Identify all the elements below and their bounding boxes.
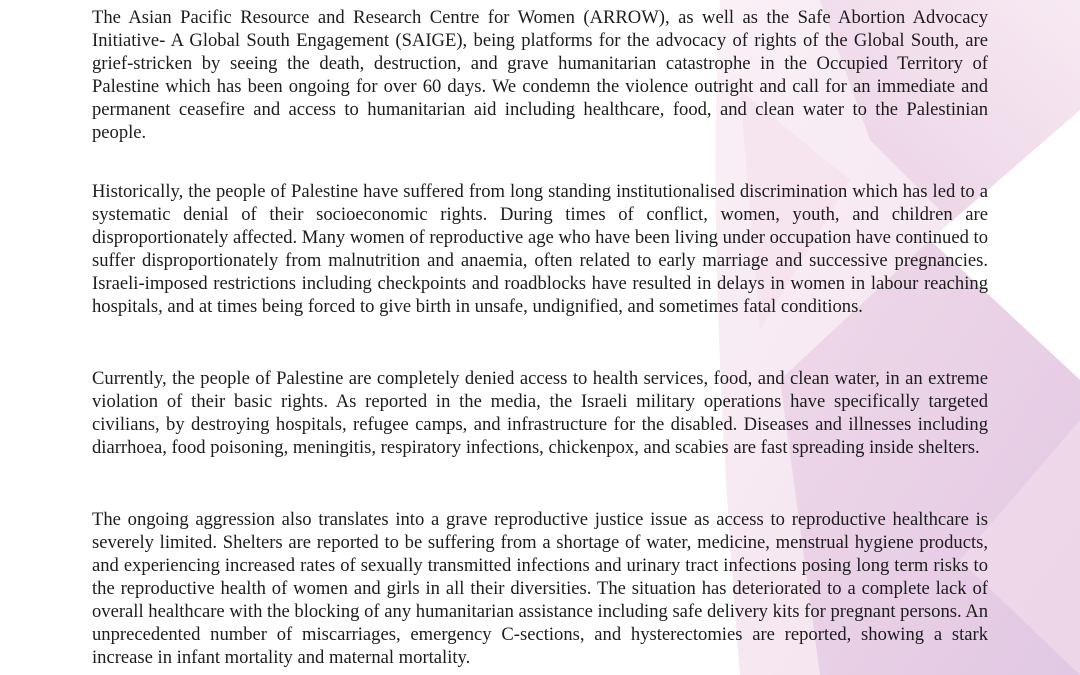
- paragraph-current-situation: Currently, the people of Palestine are completely denied access to health services, food, and clean water, in an extreme violation of their basic rights. As reported in the media, the Israeli military operations have specifically targeted civilians, by destroying hospitals, refugee camps, and infrastructure for the disabled. Diseases and illnesses including diarrhoea, food poisoning, meningitis, respiratory infections, chickenpox, and scabies are fast spreading inside shelters.: [92, 368, 988, 458]
- paragraph-intro-statement: The Asian Pacific Resource and Research Centre for Women (ARROW), as well as the Safe Abortion Advocacy Initiative- A Global South Engagement (SAIGE), being platforms for the advocacy of rights of the Global South, are grief-stricken by seeing the death, destruction, and grave humanitarian catastrophe in the Occupied Territory of Palestine which has been ongoing for over 60 days. We condemn the violence outright and call for an immediate and permanent ceasefire and access to humanitarian aid including healthcare, food, and clean water to the Palestinian people.: [92, 7, 988, 143]
- paragraph-historical-context: Historically, the people of Palestine have suffered from long standing institutionalised discrimination which has led to a systematic denial of their socioeconomic rights. During times of conflict, women, youth, and children are disproportionately affected. Many women of reproductive age who have been living under occupation have continued to suffer disproportionately from malnutrition and anaemia, often related to early marriage and successive pregnancies. Israeli-imposed restrictions including checkpoints and roadblocks have resulted in delays in women in labour reaching hospitals, and at times being forced to give birth in unsafe, undignified, and sometimes fatal conditions.: [92, 181, 988, 317]
- paragraph-reproductive-justice: The ongoing aggression also translates into a grave reproductive justice issue as access to reproductive healthcare is severely limited. Shelters are reported to be suffering from a shortage of water, medicine, menstrual hygiene products, and experiencing increased rates of sexually transmitted infections and urinary tract infections posing long term risks to the reproductive health of women and girls in all their diversities. The situation has deteriorated to a complete lack of overall healthcare with the blocking of any humanitarian assistance including safe delivery kits for pregnant persons. An unprecedented number of miscarriages, emergency C-sections, and hysterectomies are reported, showing a stark increase in infant mortality and maternal mortality.: [92, 509, 988, 668]
